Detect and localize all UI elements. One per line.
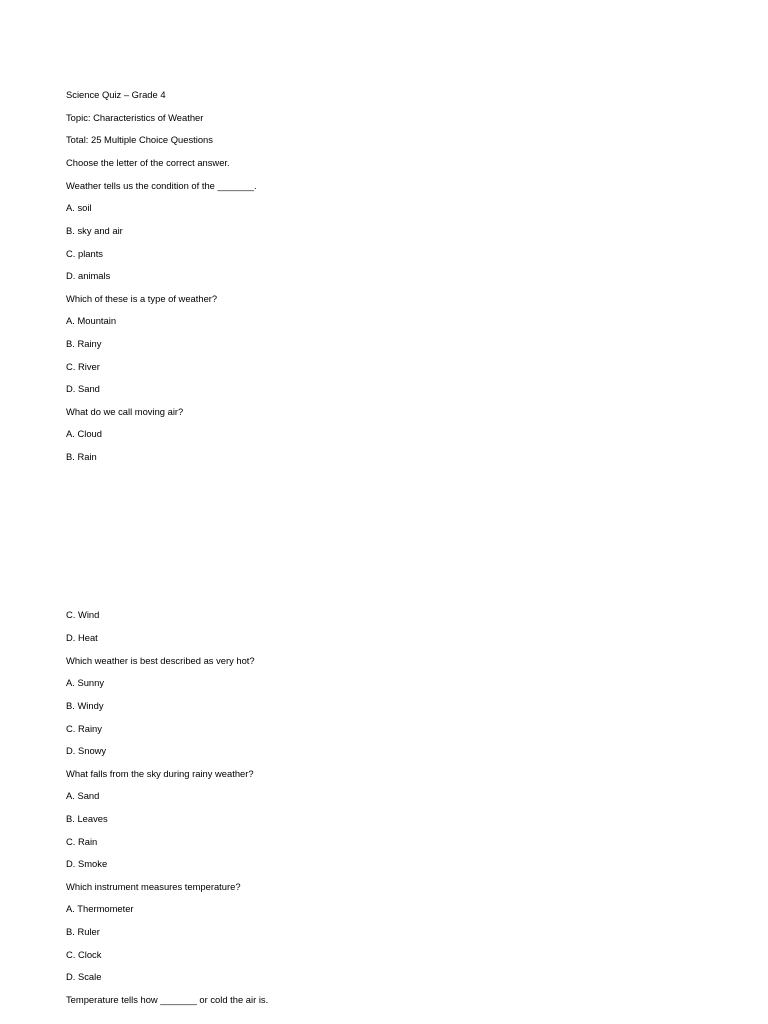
question-text: Temperature tells how _______ or cold the air is. (66, 994, 269, 1005)
answer-option: C. Clock (66, 949, 102, 960)
answer-option: D. Snowy (66, 745, 107, 756)
answer-option: D. Sand (66, 383, 100, 394)
question-text: Which of these is a type of weather? (66, 293, 218, 304)
answer-option: D. Scale (66, 971, 102, 982)
answer-option: C. plants (66, 248, 103, 259)
question-text: What do we call moving air? (66, 406, 184, 417)
answer-option: A. soil (66, 202, 92, 213)
answer-option: C. Rain (66, 836, 98, 847)
quiz-topic: Topic: Characteristics of Weather (66, 112, 204, 123)
answer-option: C. Wind (66, 609, 100, 620)
answer-option: D. animals (66, 270, 111, 281)
answer-option: A. Sunny (66, 677, 105, 688)
answer-option: D. Smoke (66, 858, 108, 869)
answer-option: B. Windy (66, 700, 104, 711)
question-text: What falls from the sky during rainy weather? (66, 768, 254, 779)
answer-option: D. Heat (66, 632, 98, 643)
quiz-instruction: Choose the letter of the correct answer. (66, 157, 230, 168)
answer-option: B. sky and air (66, 225, 123, 236)
answer-option: C. Rainy (66, 723, 102, 734)
answer-option: A. Thermometer (66, 903, 134, 914)
answer-option: B. Rainy (66, 338, 102, 349)
answer-option: B. Rain (66, 451, 97, 462)
quiz-total: Total: 25 Multiple Choice Questions (66, 134, 213, 145)
answer-option: A. Cloud (66, 428, 102, 439)
quiz-title: Science Quiz – Grade 4 (66, 89, 166, 100)
question-text: Weather tells us the condition of the _______. (66, 180, 257, 191)
question-text: Which instrument measures temperature? (66, 881, 241, 892)
answer-option: B. Leaves (66, 813, 108, 824)
question-text: Which weather is best described as very hot? (66, 655, 255, 666)
answer-option: A. Mountain (66, 315, 117, 326)
answer-option: B. Ruler (66, 926, 100, 937)
answer-option: C. River (66, 361, 100, 372)
answer-option: A. Sand (66, 790, 100, 801)
